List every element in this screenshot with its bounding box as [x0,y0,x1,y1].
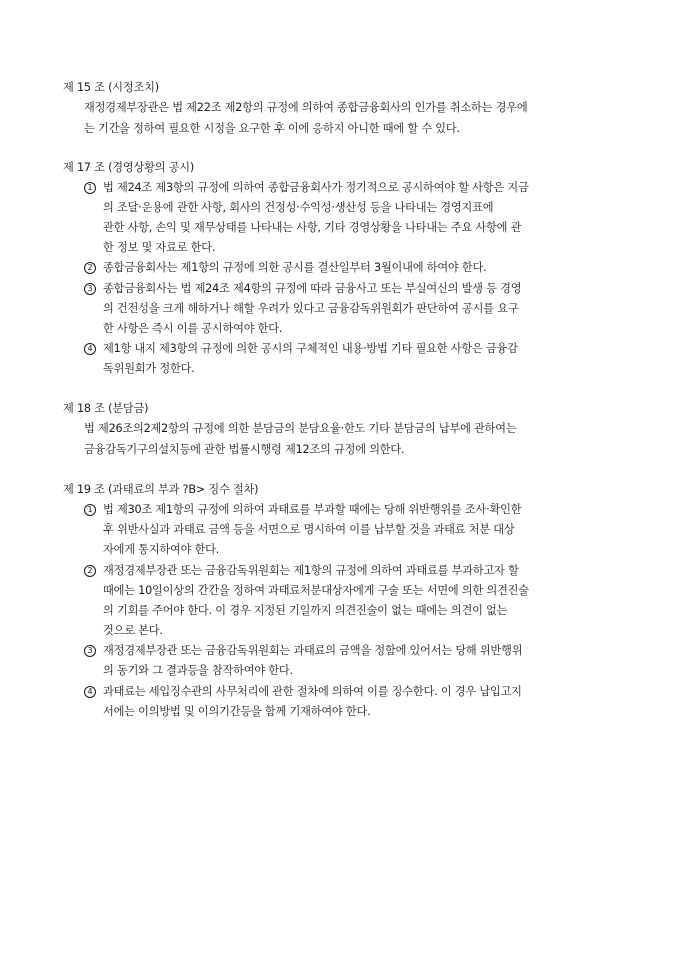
clause-line: 법 제24조 제3항의 규정에 의하여 종합금융회사가 정기적으로 공시하여야 할 사항은 지금 [103,181,529,194]
clause-line: 제1항 내지 제3항의 규정에 의한 공시의 구체적인 내용·방법 기타 필요한 사항은 금융감 [103,342,518,355]
article-heading: 제 15 조 (시정조치) [63,81,159,94]
article-heading: 제 19 조 (과태료의 부과 ?B> 징수 절차) [63,483,259,496]
clause-line: 서에는 이의방법 및 이의기간등을 함께 기재하여야 한다. [103,705,371,718]
clause-line: 종합금융회사는 제1항의 규정에 의한 공시를 결산일부터 3월이내에 하여야 한다. [103,261,487,274]
article-body-line: 재정경제부장관은 법 제22조 제2항의 규정에 의하여 종합금융회사의 인가를 취소하는 경우에 [84,101,528,114]
clause-number-marker: 3 [84,645,96,657]
clause-line: 자에게 통지하여야 한다. [103,543,220,556]
article-heading: 제 17 조 (경영상황의 공시) [63,161,195,174]
clause-line: 의 건전성을 크게 해하거나 해할 우려가 있다고 금융감독위원회가 판단하여 공시를 요구 [103,302,519,315]
clause-line: 때에는 10일이상의 간간을 정하여 과태료처분대상자에게 구술 또는 서면에 의한 의견진술 [103,584,529,597]
clause-line: 종합금융회사는 법 제24조 제4항의 규정에 따라 금융사고 또는 부실여신의 발생 등 경영 [103,282,522,295]
article-heading: 제 18 조 (분담금) [63,402,149,415]
clause-line: 의 조달·운용에 관한 사항, 회사의 건정성·수익성·생산성 등을 나타내는 경영지표에 [103,201,494,214]
clause-line: 후 위반사실과 과태료 금액 등을 서면으로 명시하여 이를 납부할 것을 과태료 처분 대상 [103,523,515,536]
clause-line: 법 제30조 제1항의 규정에 의하여 과태료를 부과할 때에는 당해 위반행위를 조사·확인한 [103,503,522,516]
clause-line: 독위원회가 정한다. [103,362,195,375]
clause-number-marker: 3 [84,283,96,295]
article-body-line: 는 기간을 정하여 필요한 시정을 요구한 후 이에 응하지 아니한 때에 할 수 있다. [84,122,460,135]
clause-number-marker: 2 [84,565,96,577]
clause-number-marker: 4 [84,343,96,355]
clause-number-marker: 1 [84,182,96,194]
article-body-line: 법 제26조의2제2항의 규정에 의한 분담금의 분담요율·한도 기타 분담금의 납부에 관하여는 [84,422,517,435]
clause-number-marker: 1 [84,504,96,516]
clause-line: 과태료는 세입징수관의 사무처리에 관한 절차에 의하여 이를 징수한다. 이 경우 납입고지 [103,685,522,698]
clause-number-marker: 2 [84,262,96,274]
clause-line: 관한 사항, 손익 및 재무상태를 나타내는 사항, 기타 경영상황을 나타내는 주요 사항에 관 [103,221,522,234]
clause-line: 한 사항은 즉시 이를 공시하여야 한다. [103,322,283,335]
clause-line: 재정경제부장관 또는 금융감독위원회는 과태료의 금액을 정함에 있어서는 당해 위반행위 [103,644,523,657]
article-body-line: 금융감독기구의설치등에 관한 법률시행령 제12조의 규정에 의한다. [84,443,405,456]
clause-number-marker: 4 [84,686,96,698]
clause-line: 것으로 본다. [103,624,163,637]
clause-line: 의 동기와 그 결과등을 참작하여야 한다. [103,664,293,677]
clause-line: 재정경제부장관 또는 금융감독위원회는 제1항의 규정에 의하여 과태료를 부과하고자 할 [103,564,519,577]
clause-line: 의 기회를 주어야 한다. 이 경우 지정된 기일까지 의견진술이 없는 때에는 의견이 없는 [103,604,508,617]
clause-line: 한 정보 및 자료로 한다. [103,241,216,254]
